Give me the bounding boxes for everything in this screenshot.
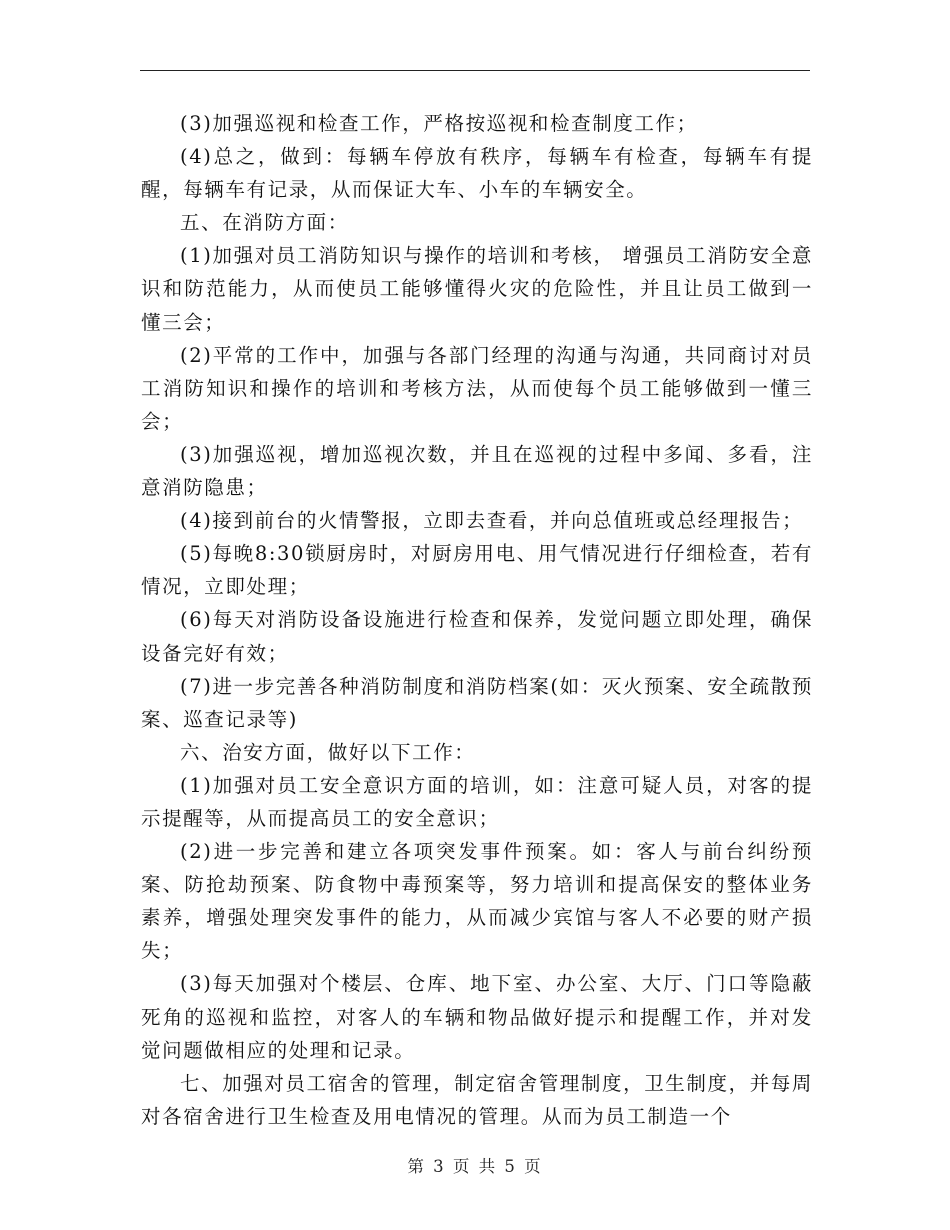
paragraph: (3)加强巡视，增加巡视次数，并且在巡视的过程中多闻、多看，注意消防隐患；: [141, 442, 813, 500]
paragraph: (1)加强对员工安全意识方面的培训，如：注意可疑人员，对客的提示提醒等，从而提高员工的安全意识；: [141, 773, 813, 830]
section-heading: 五、在消防方面：: [180, 211, 349, 235]
paragraph: (2)平常的工作中，加强与各部门经理的沟通与沟通，共同商讨对员工消防知识和操作的培训和考核方法，从而使每个员工能够做到一懂三会；: [141, 343, 813, 433]
paragraph: (1)加强对员工消防知识与操作的培训和考核， 增强员工消防安全意识和防范能力，从而使员工能够懂得火灾的危险性，并且让员工做到一懂三会；: [141, 244, 813, 334]
paragraph: (4)接到前台的火情警报，立即去查看，并向总值班或总经理报告；: [180, 509, 804, 533]
page-number-footer: 第 3 页 共 5 页: [407, 1157, 543, 1176]
section-heading: 六、治安方面，做好以下工作：: [180, 740, 476, 764]
paragraph: 七、加强对员工宿舍的管理，制定宿舍管理制度，卫生制度，并每周对各宿舍进行卫生检查及用电情况的管理。从而为员工制造一个: [141, 1071, 814, 1128]
paragraph: (3)每天加强对个楼层、仓库、地下室、办公室、大厅、门口等隐蔽死角的巡视和监控，对客人的车辆和物品做好提示和提醒工作，并对发觉问题做相应的处理和记录。: [141, 972, 813, 1062]
paragraph: (5)每晚8:30锁厨房时，对厨房用电、用气情况进行仔细检查，若有情况，立即处理；: [141, 542, 813, 599]
document-body: [141, 107, 813, 1133]
paragraph: (3)加强巡视和检查工作，严格按巡视和检查制度工作；: [180, 112, 698, 135]
paragraph: (6)每天对消防设备设施进行检查和保养，发觉问题立即处理，确保设备完好有效；: [141, 608, 813, 665]
header-rule: [140, 70, 810, 71]
paragraph: (7)进一步完善各种消防制度和消防档案(如：灭火预案、安全疏散预案、巡查记录等): [141, 674, 813, 731]
paragraph: (2)进一步完善和建立各项突发事件预案。如：客人与前台纠纷预案、防抢劫预案、防食物中毒预案等，努力培训和提高保安的整体业务素养，增强处理突发事件的能力，从而减少宾馆与客人不必要的财产损失；: [141, 840, 813, 963]
paragraph: (4)总之，做到：每辆车停放有秩序，每辆车有检查，每辆车有提醒，每辆车有记录，从而保证大车、小车的车辆安全。: [141, 145, 813, 202]
